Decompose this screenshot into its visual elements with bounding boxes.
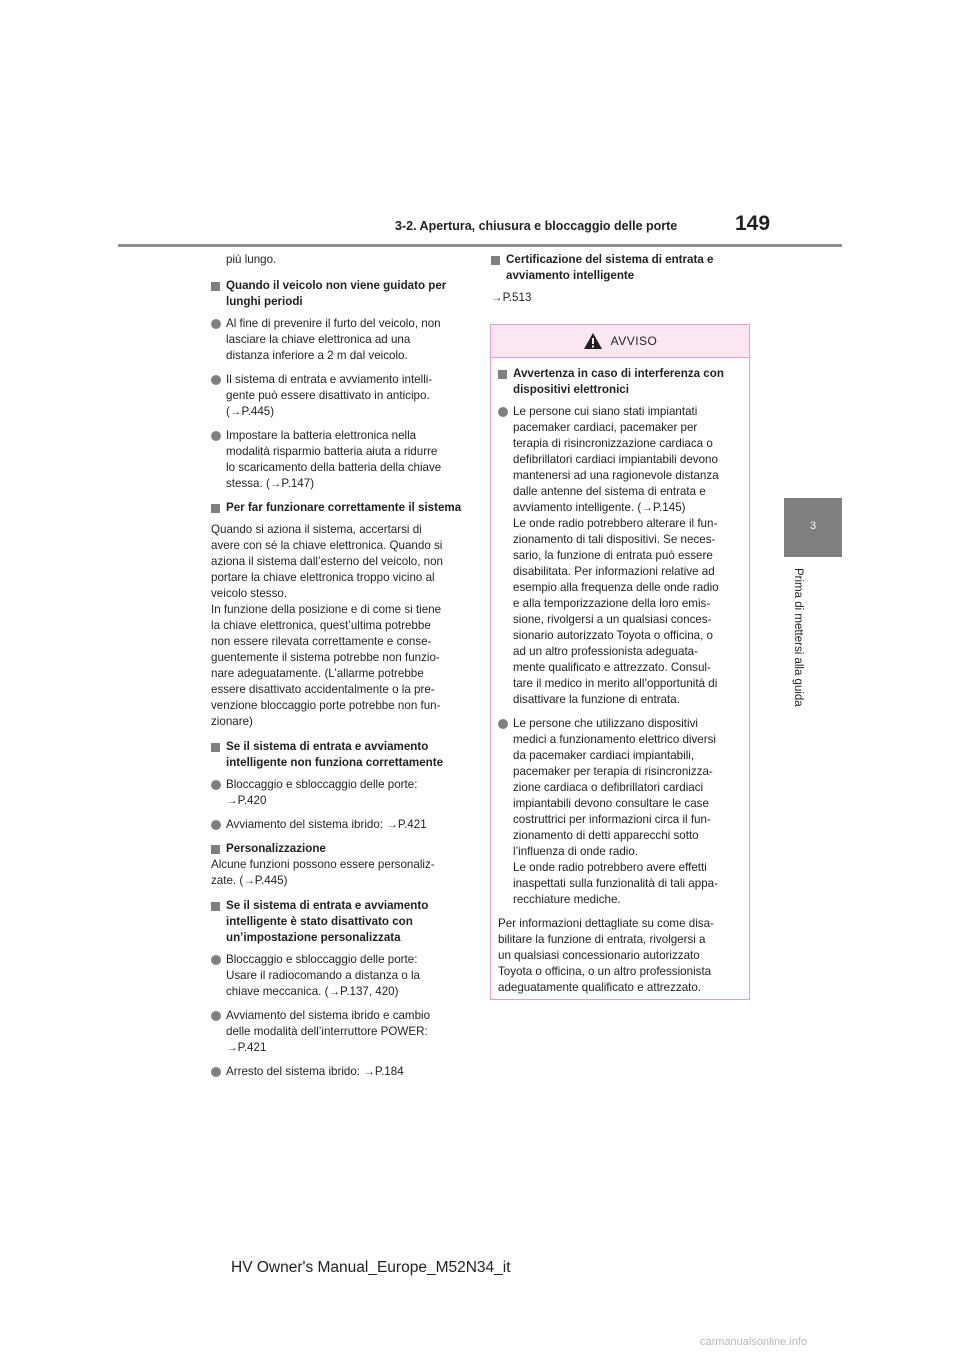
bullet-item [211, 372, 469, 420]
paragraph: Quando si aziona il sistema, accertarsi di avere con sé la chiave elettronica. Quando si aziona il sistema dall’esterno del veicolo, non portare la chiave elettronica troppo vicino al veicolo stesso. In funzione della posizione e di come si tiene la chiave elettronica, quest’ultima potrebbe non essere rilevata correttamente e conse- guentemente il sistema potrebbe non funzio- nare adeguatamente. (L’allarme potrebbe essere disattivato accidentalmente o la pre- venzione bloccaggio porte potrebbe non fun- zionare) [211, 523, 444, 728]
bullet-item [211, 1064, 469, 1080]
header-section-title: 3-2. Apertura, chiusura e bloccaggio delle porte [395, 219, 678, 233]
footer-manual-name: HV Owner's Manual_Europe_M52N34_it [231, 1259, 511, 1276]
chapter-tab[interactable] [784, 498, 842, 557]
paragraph: Per informazioni dettagliate su come disa- bilitare la funzione di entrata, rivolgersi a un qualsiasi concessionario autorizzato Toyota o officina, o un altro professionista adeguatamente qualificato e attrezzato. [498, 917, 714, 994]
bullet-text: Arresto del sistema ibrido: →P.184 [226, 1065, 404, 1078]
section-heading-text: Per far funzionare correttamente il sistema [226, 501, 462, 514]
round-bullet-icon [211, 820, 221, 830]
bullet-text: Avviamento del sistema ibrido e cambio delle modalità dell’interruttore POWER: →P.421 [226, 1009, 431, 1054]
bullet-text: Bloccaggio e sbloccaggio delle porte: Usare il radiocomando a distanza o la chiave meccanica. (→P.137, 420) [226, 953, 420, 998]
round-bullet-icon [211, 319, 221, 329]
bullet-text: Impostare la batteria elettronica nella modalità risparmio batteria aiuta a ridurre lo scaricamento della batteria della chiave stessa. (→P.147) [226, 429, 442, 490]
header-rule [118, 244, 842, 247]
round-bullet-icon [211, 955, 221, 965]
section-heading-text: Quando il veicolo non viene guidato per lunghi periodi [226, 279, 447, 308]
section-heading [498, 366, 742, 398]
bullet-text: Il sistema di entrata e avviamento intelli- gente può essere disattivato in anticipo. (→P.445) [226, 373, 433, 418]
section-heading [211, 500, 469, 516]
section-heading-text: Certificazione del sistema di entrata e avviamento intelligente [506, 253, 714, 282]
section-heading [211, 278, 469, 310]
bullet-item [211, 1008, 469, 1056]
round-bullet-icon [498, 719, 508, 729]
square-bullet-icon [211, 282, 220, 291]
bullet-text: Al fine di prevenire il furto del veicolo, non lasciare la chiave elettronica ad una distanza inferiore a 2 m dal veicolo. [226, 317, 441, 362]
bullet-text: Le persone cui siano stati impiantati pacemaker cardiaci, pacemaker per terapia di risincronizzazione cardiaca o defibrillatori cardiaci impiantabili devono mantenersi ad una ragionevole distanza dalle antenne del sistema di entrata e avviamento intelligente. (→P.145) Le onde radio potrebbero alterare il fun- zionamento di tali dispositivi. Se neces- sario, la funzione di entrata può essere disabilitata. Per informazioni relative ad esempio alla frequenza delle onde radio e alla temporizzazione della loro emis- sione, rivolgersi a un qualsiasi conces- sionario autorizzato Toyota o officina, o ad un altro professionista adeguata- mente qualificato e attrezzato. Consul- tare il medico in merito all’opportunità di disattivare la funzione di entrata. [513, 405, 719, 706]
square-bullet-icon [498, 370, 507, 379]
square-bullet-icon [211, 902, 220, 911]
bullet-item [498, 716, 742, 908]
round-bullet-icon [211, 431, 221, 441]
bullet-text: Bloccaggio e sbloccaggio delle porte: →P.420 [226, 778, 418, 807]
watermark: carmanualsonline.info [700, 1336, 808, 1348]
warning-box [490, 324, 750, 1000]
square-bullet-icon [491, 256, 500, 265]
round-bullet-icon [211, 375, 221, 385]
bullet-item [498, 404, 742, 708]
bullet-item [211, 316, 469, 364]
warning-title: AVVISO [610, 334, 658, 348]
square-bullet-icon [211, 504, 220, 513]
section-heading-text: Personalizzazione [226, 842, 326, 855]
chapter-tab-label: Prima di mettersi alla guida [792, 568, 804, 707]
round-bullet-icon [498, 407, 508, 417]
bullet-item [211, 817, 469, 833]
section-heading [211, 841, 469, 857]
section-heading [211, 739, 469, 771]
bullet-text: Le persone che utilizzano dispositivi medici a funzionamento elettrico diversi da pacemaker cardiaci impiantabili, pacemaker per terapia di risincronizza- zione cardiaca o defibrillatori cardiaci impiantabili devono consultare le case costruttrici per informazioni circa il fun- zionamento di detti apparecchi sotto l’influenza di onde radio. Le onde radio potrebbero avere effetti inaspettati sulla funzionalità di tali appa- recchiature mediche. [513, 717, 718, 906]
page-reference[interactable]: →P.513 [491, 291, 532, 304]
round-bullet-icon [211, 1011, 221, 1021]
section-heading-text: Se il sistema di entrata e avviamento intelligente non funziona correttamente [226, 740, 444, 769]
section-heading-text: Avvertenza in caso di interferenza con dispositivi elettronici [513, 367, 724, 396]
square-bullet-icon [211, 845, 220, 854]
round-bullet-icon [211, 780, 221, 790]
bullet-item [211, 952, 469, 1000]
square-bullet-icon [211, 743, 220, 752]
page-number: 149 [735, 212, 771, 235]
right-column [491, 252, 751, 316]
warning-header [491, 325, 749, 358]
paragraph: Alcune funzioni possono essere personaliz- zate. (→P.445) [211, 858, 435, 887]
left-column [211, 252, 469, 1088]
section-heading [211, 898, 469, 946]
section-heading-text: Se il sistema di entrata e avviamento intelligente è stato disattivato con un’impostazione personalizzata [226, 899, 429, 944]
round-bullet-icon [211, 1067, 221, 1077]
warning-body [491, 358, 749, 996]
continuation-text: più lungo. [226, 253, 277, 266]
warning-triangle-icon [583, 332, 603, 350]
bullet-item [211, 428, 469, 492]
bullet-text: Avviamento del sistema ibrido: →P.421 [226, 818, 427, 831]
section-heading [491, 252, 751, 284]
chapter-tab-number: 3 [809, 520, 817, 532]
bullet-item [211, 777, 469, 809]
